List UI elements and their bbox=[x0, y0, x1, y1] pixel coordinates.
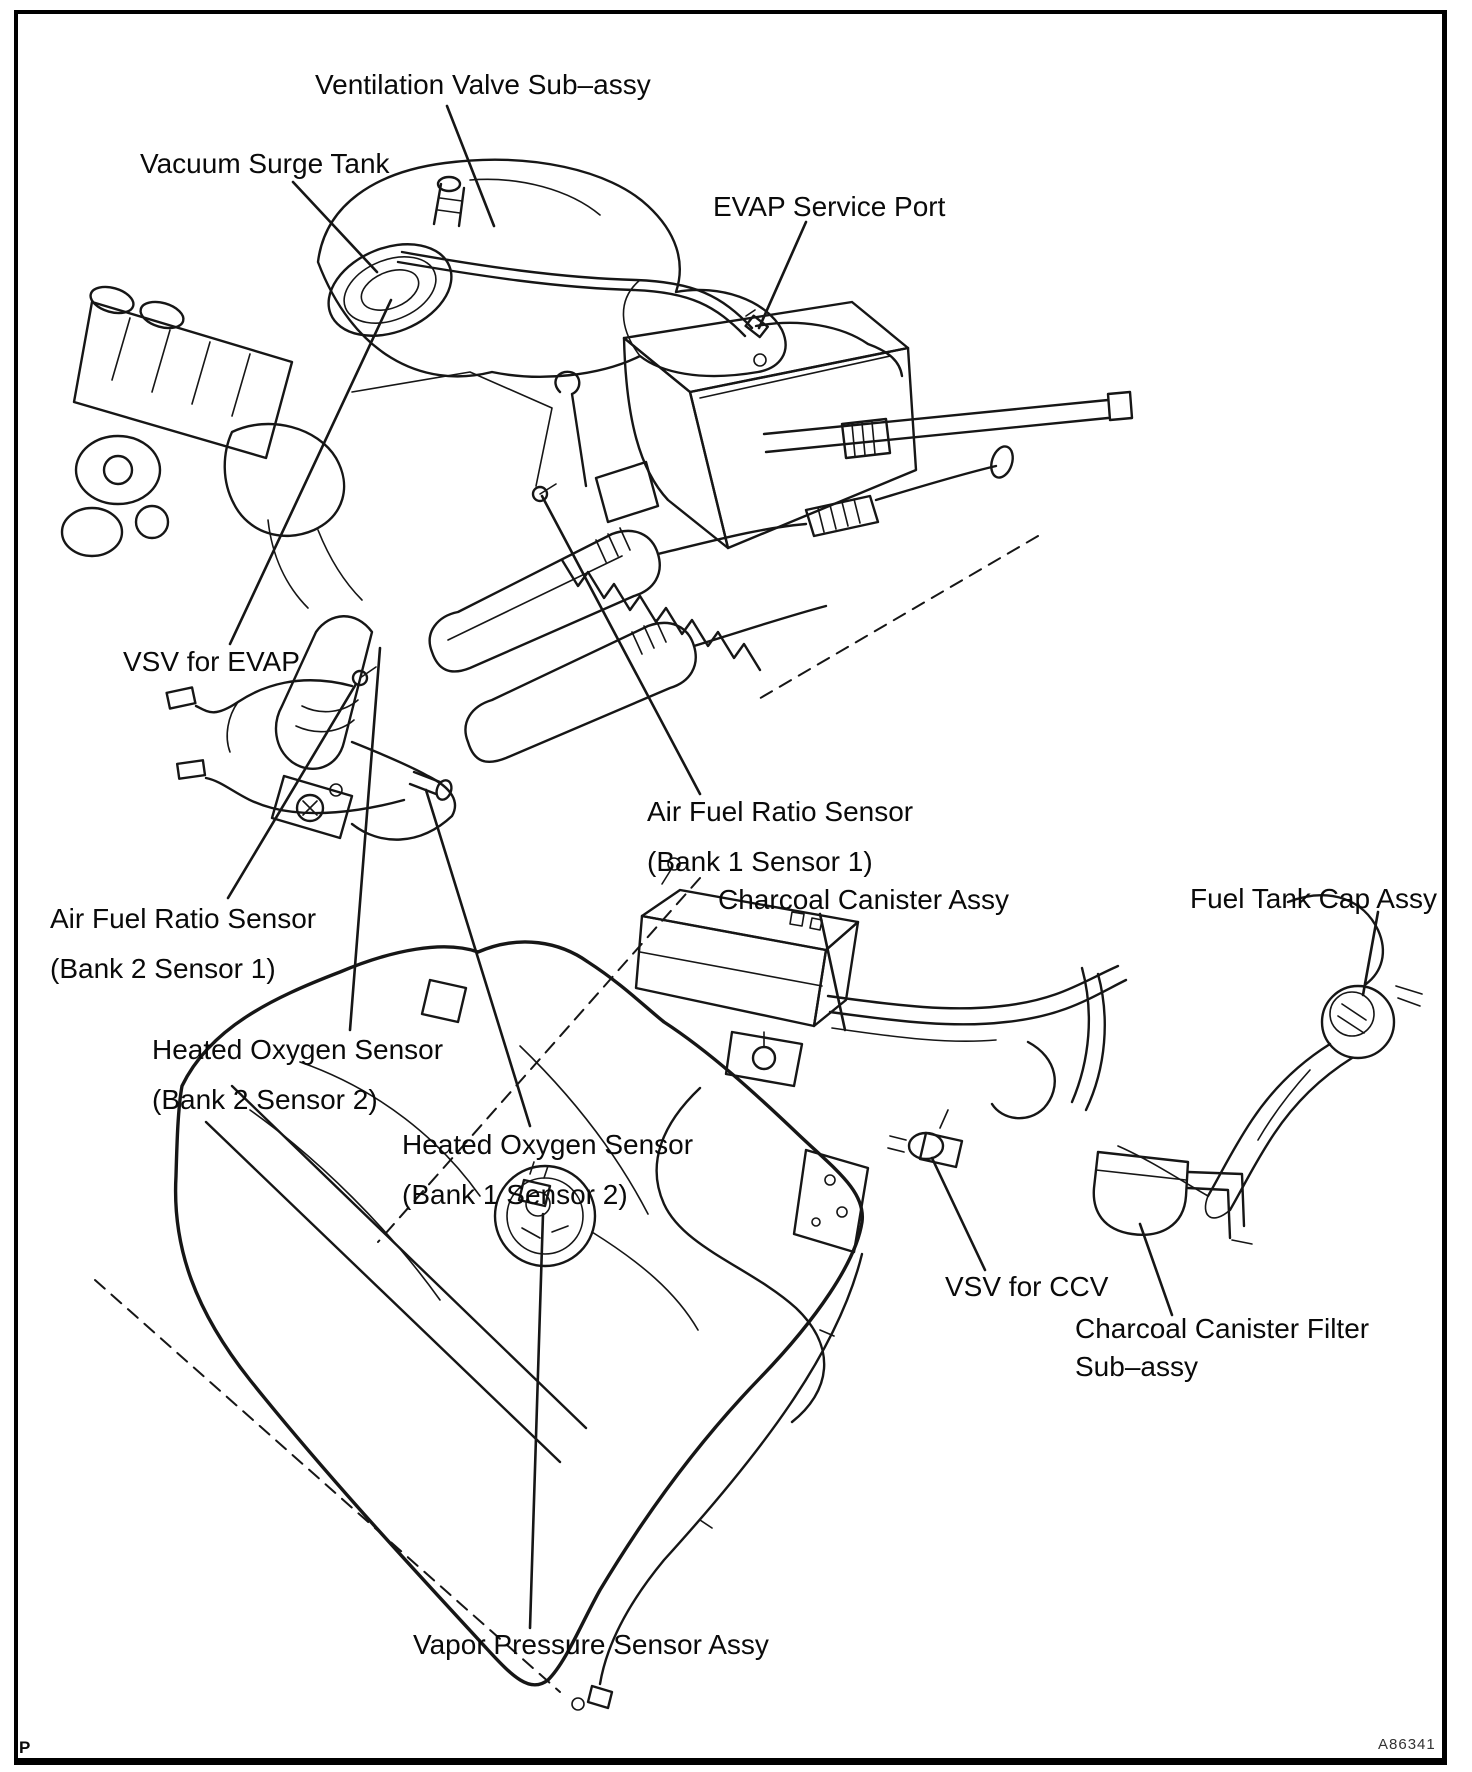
leader-afr-bank1-sensor1 bbox=[542, 496, 700, 794]
page-marker: P bbox=[19, 1738, 31, 1757]
leader-ventilation-valve bbox=[447, 106, 494, 226]
label-afr-bank2-sensor1: Air Fuel Ratio Sensor (Bank 2 Sensor 1) bbox=[50, 903, 317, 984]
label-afr-bank1-sensor1: Air Fuel Ratio Sensor (Bank 1 Sensor 1) bbox=[647, 796, 914, 877]
leader-vacuum-surge-tank bbox=[293, 182, 377, 272]
canister-filter-part bbox=[1094, 1152, 1252, 1244]
leader-canister-filter bbox=[1140, 1224, 1172, 1315]
label-ventilation-valve: Ventilation Valve Sub–assy bbox=[315, 69, 651, 100]
label-vacuum-surge-tank: Vacuum Surge Tank bbox=[140, 148, 390, 179]
vacuum-surge-tank-part bbox=[315, 227, 465, 353]
label-hos-bank2-sensor2: Heated Oxygen Sensor (Bank 2 Sensor 2) bbox=[152, 1034, 444, 1115]
leader-vapor-pressure bbox=[530, 1214, 543, 1628]
label-vsv-for-evap: VSV for EVAP bbox=[123, 646, 300, 677]
leader-vsv-for-ccv bbox=[932, 1158, 985, 1270]
ventilation-valve-part bbox=[434, 177, 464, 226]
exhaust-front-pipe bbox=[167, 392, 1132, 840]
figure-code: A86341 bbox=[1378, 1736, 1436, 1753]
label-charcoal-canister: Charcoal Canister Assy bbox=[718, 884, 1010, 915]
label-canister-filter: Charcoal Canister Filter Sub–assy bbox=[1075, 1313, 1370, 1382]
label-hos-bank1-sensor2: Heated Oxygen Sensor (Bank 1 Sensor 2) bbox=[402, 1129, 694, 1210]
air-cleaner-box bbox=[562, 302, 916, 670]
afr-bank2-sensor1-part bbox=[353, 667, 376, 685]
hos-bank1-sensor2-part bbox=[410, 772, 454, 802]
label-vsv-for-ccv: VSV for CCV bbox=[945, 1271, 1109, 1302]
evap-hoses bbox=[828, 966, 1126, 1118]
filler-pipe bbox=[1118, 895, 1422, 1218]
fuel-tank-cap-part bbox=[1322, 986, 1394, 1058]
label-vapor-pressure: Vapor Pressure Sensor Assy bbox=[413, 1629, 769, 1660]
leader-fuel-tank-cap bbox=[1363, 912, 1378, 995]
vsv-ccv-part bbox=[888, 1110, 962, 1167]
label-fuel-tank-cap: Fuel Tank Cap Assy bbox=[1190, 883, 1437, 914]
label-evap-service-port: EVAP Service Port bbox=[713, 191, 946, 222]
